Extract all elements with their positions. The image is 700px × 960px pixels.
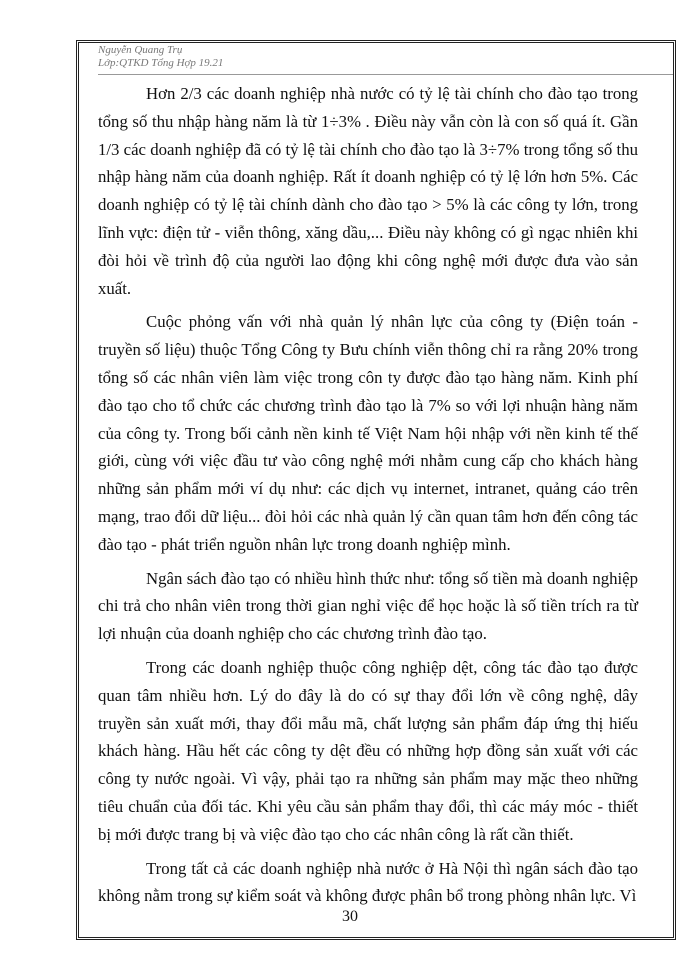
- header-author: Nguyễn Quang Trụ: [98, 44, 183, 56]
- paragraph: Hơn 2/3 các doanh nghiệp nhà nước có tỷ lệ tài chính cho đào tạo trong tổng số thu nhập hàng năm là từ 1÷3% . Điều này vẫn còn là con số quá ít. Gần 1/3 các doanh nghiệp đã có tỷ lệ tài chính cho đào tạo là 3÷7% trong tổng số thu nhập hàng năm của doanh nghiệp. Rất ít doanh nghiệp có tỷ lệ lớn hơn 5%. Các doanh nghiệp có tỷ lệ tài chính dành cho đào tạo > 5% là các công ty lớn, trong lĩnh vực: điện tử - viễn thông, xăng dầu,... Điều này không có gì ngạc nhiên khi đòi hỏi về trình độ của người lao động khi công nghệ mới được đưa vào sản xuất.: [98, 84, 638, 298]
- paragraph: Ngân sách đào tạo có nhiều hình thức như: tổng số tiền mà doanh nghiệp chi trả cho nhân viên trong thời gian nghỉ việc để học hoặc là số tiền trích ra từ lợi nhuận của doanh nghiệp cho các chương trình đào tạo.: [98, 568, 638, 644]
- document-body: [98, 80, 638, 916]
- page-number: 30: [342, 908, 358, 925]
- paragraph: Trong các doanh nghiệp thuộc công nghiệp dệt, công tác đào tạo được quan tâm nhiều hơn. Lý do đây là do có sự thay đổi lớn về công nghệ, dây truyền sản xuất mới, thay đổi mẫu mã, chất lượng sản phẩm đáp ứng thị hiếu khách hàng. Hầu hết các công ty dệt đều có những hợp đồng sản xuất với các công ty nước ngoài. Vì vậy, phải tạo ra những sản phẩm may mặc theo những tiêu chuẩn của đối tác. Khi yêu cầu sản phẩm thay đổi, thì các máy móc - thiết bị mới được trang bị và việc đào tạo cho các nhân công là rất cần thiết.: [98, 657, 638, 844]
- paragraph: Trong tất cả các doanh nghiệp nhà nước ở Hà Nội thì ngân sách đào tạo không nằm trong sự kiểm soát và không được phân bổ trong phòng nhân lực. Vì: [98, 858, 638, 906]
- running-header: [98, 44, 673, 75]
- header-class: Lớp:QTKD Tổng Hợp 19.21: [98, 57, 224, 69]
- paragraph: Cuộc phỏng vấn với nhà quản lý nhân lực của công ty (Điện toán - truyền số liệu) thuộc Tổng Công ty Bưu chính viễn thông chỉ ra rằng 20% trong tổng số các nhân viên làm việc trong côn ty được đào tạo hàng năm. Kinh phí đào tạo cho tổ chức các chương trình đào tạo là 7% so với lợi nhuận hàng năm của công ty. Trong bối cảnh nền kinh tế Việt Nam hội nhập với nền kinh tế thế giới, cùng với việc đầu tư vào công nghệ mới nhằm cung cấp cho khách hàng những sản phẩm mới ví dụ như: các dịch vụ internet, intranet, quảng cáo trên mạng, trao đổi dữ liệu... đòi hỏi các nhà quản lý cần quan tâm hơn đến công tác đào tạo - phát triển nguồn nhân lực trong doanh nghiệp mình.: [98, 312, 638, 554]
